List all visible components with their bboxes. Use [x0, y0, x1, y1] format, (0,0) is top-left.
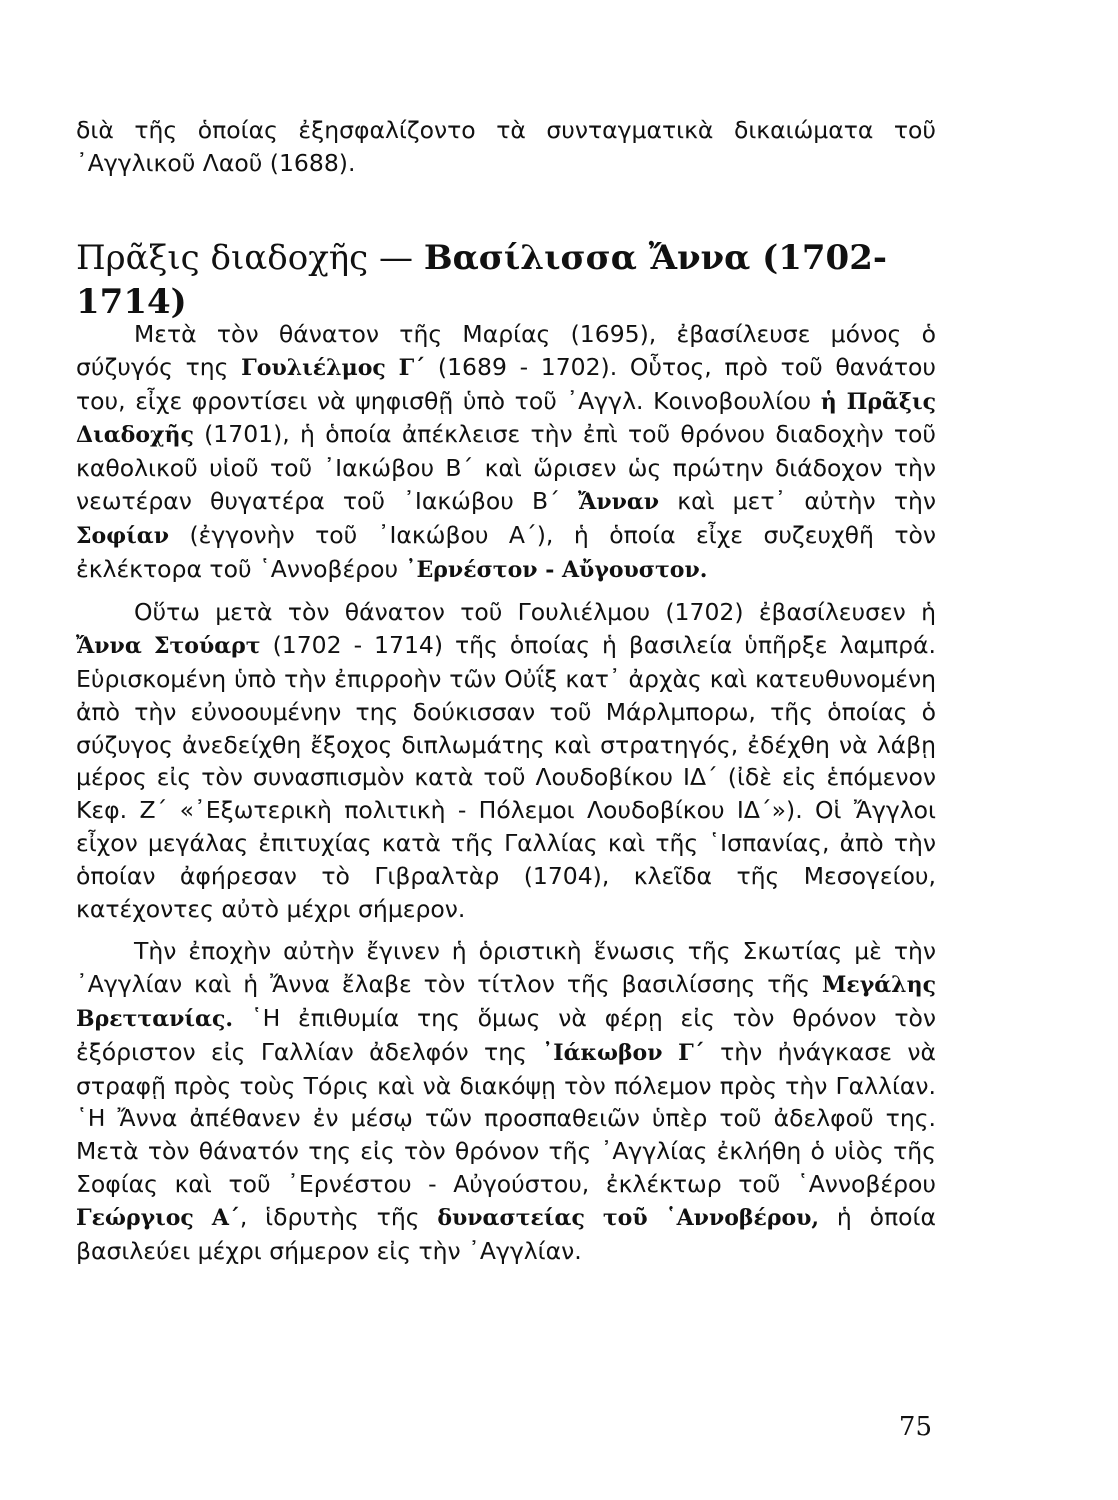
paragraph-2: [76, 596, 936, 925]
body-text: [76, 318, 936, 1267]
text-run: (1701), ἡ ὁποία ἀπέκλεισε τὴν ἐπὶ τοῦ θρόνου διαδοχὴν τοῦ καθολικοῦ υἱοῦ τοῦ ᾿Ιακώβου Β΄ καὶ ὥρισεν ὡς πρώτην διάδοχον τὴν νεωτέραν θυγατέρα τοῦ ᾿Ιακώβου Β΄: [76, 420, 936, 515]
bold-term: Μεγάλης Βρεττανίας.: [76, 972, 936, 1032]
intro-paragraph: διὰ τῆς ὁποίας ἐξησφαλίζοντο τὰ συνταγματικὰ δικαιώματα τοῦ ᾿Αγγλικοῦ Λαοῦ (1688).: [76, 116, 936, 177]
bold-name: Γεώργιος Α΄: [76, 1204, 240, 1231]
text-run: (1689 - 1702). Οὗτος, πρὸ τοῦ θανάτου του, εἶχε φροντίσει νὰ ψηφισθῇ ὑπὸ τοῦ ᾿Αγγλ. Κοινοβουλίου: [76, 352, 936, 415]
section-heading: [76, 236, 936, 324]
page-number: 75: [898, 1412, 932, 1442]
text-run: καὶ μετ᾿ αὐτὴν τὴν: [659, 486, 936, 515]
paragraph-3: [76, 935, 936, 1267]
bold-name: Σοφίαν: [76, 522, 169, 549]
bold-name: ᾿Ιάκωβον Γ΄: [542, 1039, 705, 1066]
heading-part-1: Πρᾶξις διαδοχῆς —: [76, 238, 424, 278]
paragraph-1: [76, 318, 936, 586]
bold-name: Ἄνναν: [578, 488, 660, 515]
text-run: τὴν ἠνάγκασε νὰ στραφῇ πρὸς τοὺς Τόρις καὶ νὰ διακόψῃ τὸν πόλεμον πρὸς τὴν Γαλλίαν. ῾Η Ἄννα ἀπέθανεν ἐν μέσῳ τῶν προσπαθειῶν ὑπὲρ τοῦ ἀδελφοῦ της. Μετὰ τὸν θάνατόν της εἰς τὸν θρόνον τῆς ᾿Αγγλίας ἐκλήθη ὁ υἱὸς τῆς Σοφίας καὶ τοῦ ᾿Ερνέστου - Αὐγούστου, ἐκλέκτωρ τοῦ ῾Αννοβέρου: [76, 1037, 936, 1198]
bold-name: Γουλιέλμος Γ΄: [241, 354, 426, 381]
text-run: (1702 - 1714) τῆς ὁποίας ἡ βασιλεία ὑπῆρξε λαμπρά. Εὑρισκομένη ὑπὸ τὴν ἐπιρροὴν τῶν Οὐΐξ κατ᾿ ἀρχὰς καὶ κατευθυνομένη ἀπὸ τὴν εὐνοουμένην της δούκισσαν τοῦ Μάρλμπορω, τῆς ὁποίας ὁ σύζυγος ἀνεδείχθη ἔξοχος διπλωμάτης καὶ στρατηγός, ἐδέχθη νὰ λάβῃ μέρος εἰς τὸν συνασπισμὸν κατὰ τοῦ Λουδοβίκου ΙΔ΄ (ἰδὲ εἰς ἑπόμενον Κεφ. Ζ΄ «᾿Εξωτερικὴ πολιτικὴ - Πόλεμοι Λουδοβίκου ΙΔ΄»). Οἱ Ἄγγλοι εἶχον μεγάλας ἐπιτυχίας κατὰ τῆς Γαλλίας καὶ τῆς ῾Ισπανίας, ἀπὸ τὴν ὁποίαν ἀφήρεσαν τὸ Γιβραλτὰρ (1704), κλεῖδα τῆς Μεσογείου, κατέχοντες αὐτὸ μέχρι σήμερον.: [76, 631, 936, 923]
text-run: Οὕτω μετὰ τὸν θάνατον τοῦ Γουλιέλμου (1702) ἐβασίλευσεν ἡ: [134, 598, 936, 627]
bold-name: Ἄννα Στούαρτ: [76, 633, 261, 660]
text-run: , ἱδρυτὴς τῆς: [239, 1202, 438, 1231]
heading-part-2: Βασίλισσα Ἄννα (1702-1714): [76, 238, 887, 322]
text-run: (ἐγγονὴν τοῦ ᾿Ιακώβου Α΄), ἡ ὁποία εἶχε συζευχθῆ τὸν ἐκλέκτορα τοῦ ῾Αννοβέρου: [76, 520, 936, 583]
text-run: ῾Η ἐπιθυμία της ὅμως νὰ φέρῃ εἰς τὸν θρόνον τὸν ἐξόριστον εἰς Γαλλίαν ἀδελφόν της: [76, 1003, 936, 1066]
bold-name: ᾿Ερνέστον - Αὔγουστον.: [405, 556, 708, 583]
bold-term: δυναστείας τοῦ ῾Αννοβέρου,: [437, 1204, 820, 1231]
text-run: ἡ ὁποία βασιλεύει μέχρι σήμερον εἰς τὴν ᾿Αγγλίαν.: [76, 1202, 936, 1265]
text-run: Τὴν ἐποχὴν αὐτὴν ἔγινεν ἡ ὁριστικὴ ἕνωσις τῆς Σκωτίας μὲ τὴν ᾿Αγγλίαν καὶ ἡ Ἄννα ἔλαβε τὸν τίτλον τῆς βασιλίσσης τῆς: [76, 937, 936, 999]
text-run: Μετὰ τὸν θάνατον τῆς Μαρίας (1695), ἐβασίλευσε μόνος ὁ σύζυγός της: [76, 320, 936, 381]
bold-term: ἡ Πρᾶξις Διαδοχῆς: [76, 388, 937, 449]
